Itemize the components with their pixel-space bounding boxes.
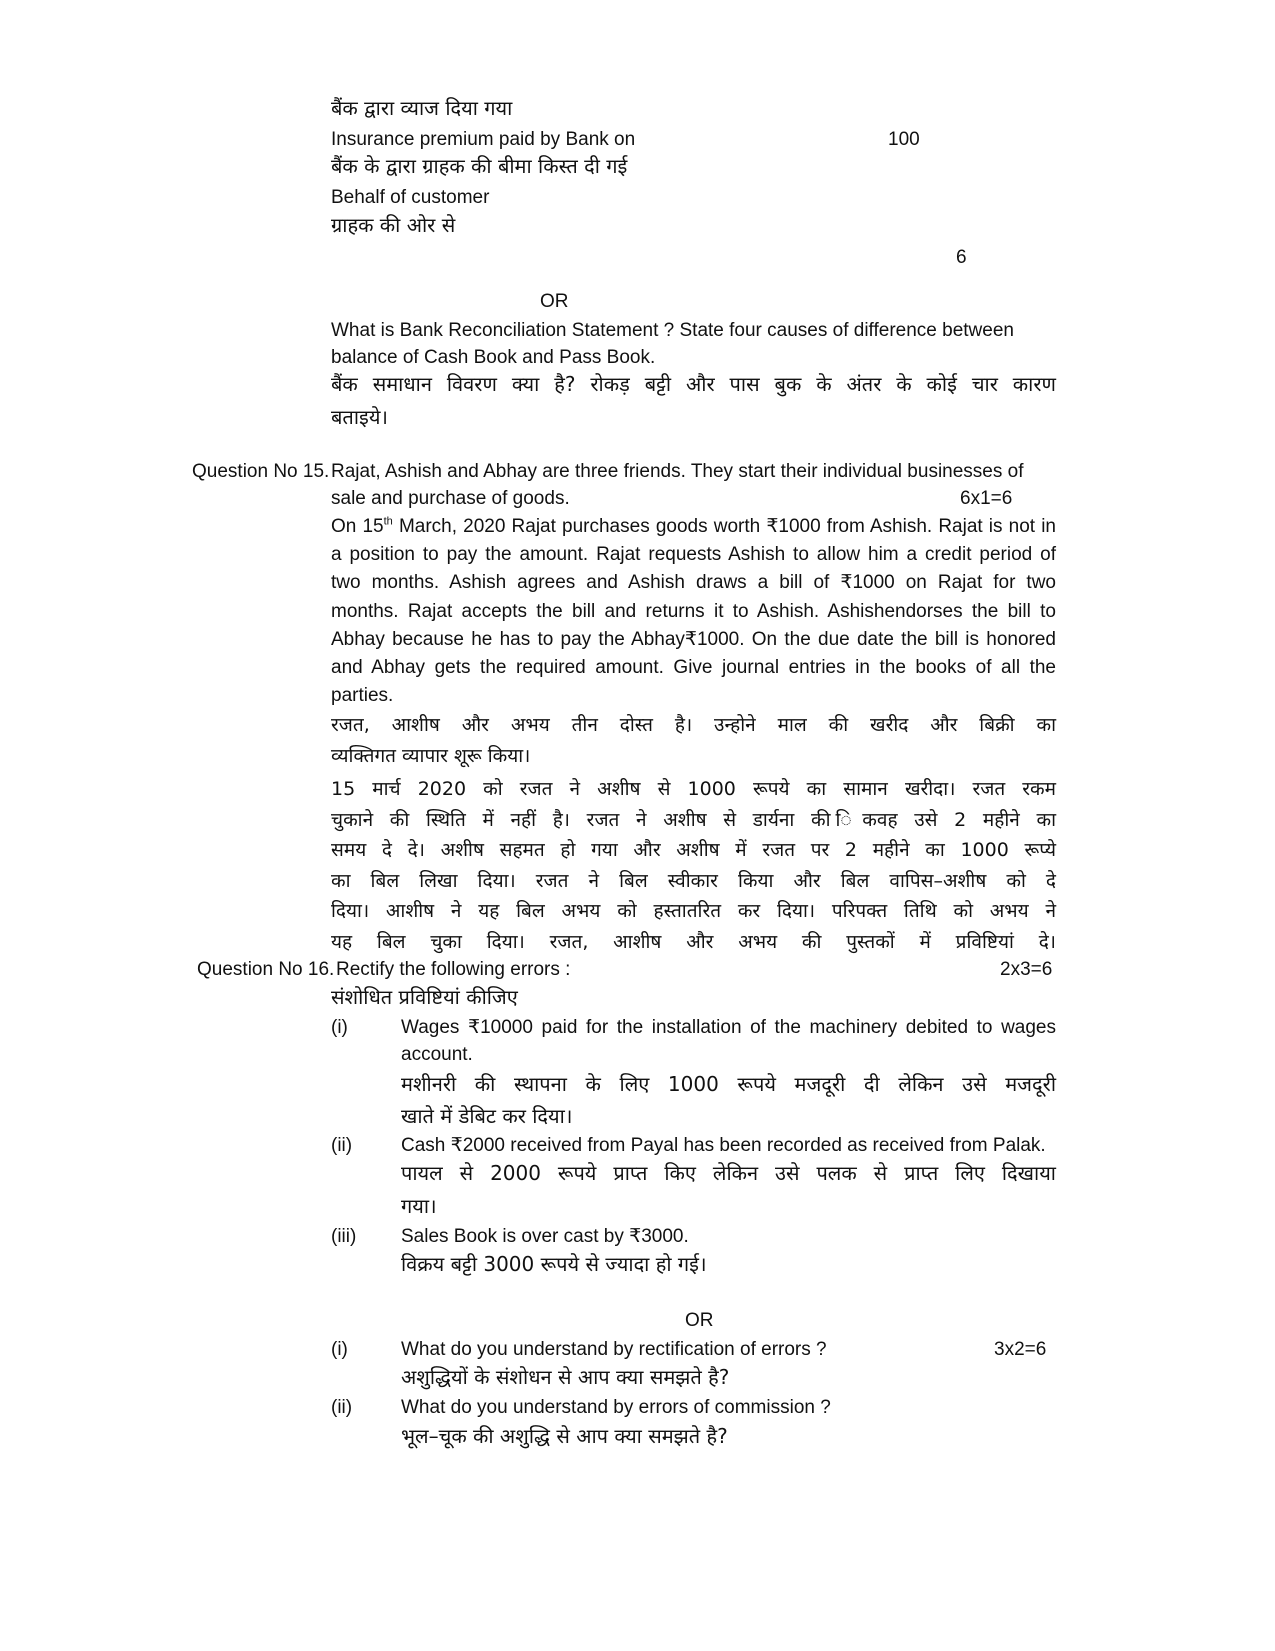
text-line: Behalf of customer [331, 187, 490, 208]
text-line: चुकाने की स्थिति में नहीं है। रजत ने अशीष से डार्यना की िकवह उसे 2 महीने का [331, 808, 1056, 831]
marks: 3x2=6 [994, 1339, 1047, 1360]
text-line: बैंक के द्वारा ग्राहक की बीमा किस्त दी गई [331, 154, 628, 178]
text-line: months. Rajat accepts the bill and returns it to Ashish. Ashishendorses the bill to [331, 600, 1056, 622]
text-line: दिया। आशीष ने यह बिल अभय को हस्तातरित कर दिया। परिपक्त तिथि को अभय ने [331, 900, 1056, 922]
text-line: यह बिल चुका दिया। रजत, आशीष और अभय की पुस्तकों में प्रविष्टियां दे। [331, 930, 1056, 953]
text-line: Wages ₹10000 paid for the installation of the machinery debited to wages [401, 1017, 1056, 1038]
text-line: Rajat, Ashish and Abhay are three friends. They start their individual businesses of [331, 461, 1024, 482]
text-line: का बिल लिखा दिया। रजत ने बिल स्वीकार किया और बिल वापिस–अशीष को दे [331, 869, 1056, 892]
text-line: What is Bank Reconciliation Statement ? State four causes of difference between [331, 320, 1014, 341]
or-separator: OR [540, 291, 569, 312]
amount: 100 [888, 129, 920, 150]
text-line: विक्रय बट्टी 3000 रूपये से ज्यादा हो गई। [401, 1252, 707, 1276]
text-line: account. [401, 1044, 473, 1065]
question-label: Question No 15. [192, 461, 330, 482]
marks: 6 [956, 247, 967, 268]
text-line: a position to pay the amount. Rajat requests Ashish to allow him a credit period of [331, 544, 1056, 566]
text-line: What do you understand by errors of commission ? [401, 1397, 831, 1418]
text-line: 15 मार्च 2020 को रजत ने अशीष से 1000 रूपये का सामान खरीदा। रजत रकम [331, 778, 1056, 800]
text-line: बैंक समाधान विवरण क्या है? रोकड़ बट्टी और पास बुक के अंतर के कोई चार कारण [331, 372, 1056, 396]
text-line: two months. Ashish agrees and Ashish draws a bill of ₹1000 on Rajat for two [331, 572, 1056, 594]
text-line: What do you understand by rectification of errors ? [401, 1339, 827, 1360]
text-line: भूल–चूक की अशुद्धि से आप क्या समझते है? [401, 1424, 728, 1448]
text-line: गया। [401, 1194, 437, 1218]
text-line: रजत, आशीष और अभय तीन दोस्त है। उन्होने माल की खरीद और बिक्री का [331, 714, 1056, 736]
text-line: बैंक द्वारा व्याज दिया गया [331, 96, 513, 120]
item-number: (ii) [331, 1397, 353, 1418]
marks: 2x3=6 [1000, 959, 1053, 980]
text-line: Abhay because he has to pay the Abhay₹1000. On the due date the bill is honored [331, 628, 1056, 650]
text-line: parties. [331, 685, 394, 707]
q15-english-paragraph [331, 513, 1056, 710]
text-line: पायल से 2000 रूपये प्राप्त किए लेकिन उसे पलक से प्राप्त लिए दिखाया [401, 1161, 1056, 1185]
text-line: Insurance premium paid by Bank on [331, 129, 636, 150]
text-line: and Abhay gets the required amount. Give journal entries in the books of all the [331, 656, 1056, 678]
item-number: (i) [331, 1017, 348, 1038]
text-line: संशोधित प्रविष्टियां कीजिए [331, 985, 518, 1009]
text-line: On 15th March, 2020 Rajat purchases goods worth ₹1000 from Ashish. Rajat is not in [331, 515, 1056, 537]
text-line: व्यक्तिगत व्यापार शूरू किया। [331, 745, 531, 767]
text-line: खाते में डेबिट कर दिया। [401, 1104, 573, 1128]
item-number: (ii) [331, 1135, 353, 1156]
text-line: समय दे दे। अशीष सहमत हो गया और अशीष में रजत पर 2 महीने का 1000 रूप्ये [331, 839, 1056, 861]
text-line: Rectify the following errors : [336, 959, 571, 980]
q15-hindi-paragraph-1 [331, 710, 1056, 772]
text-line: Sales Book is over cast by ₹3000. [401, 1226, 689, 1247]
text-line: ग्राहक की ओर से [331, 213, 456, 237]
text-line: Cash ₹2000 received from Payal has been recorded as received from Palak. [401, 1135, 1046, 1156]
or-separator: OR [685, 1310, 714, 1331]
text-line: अशुद्धियों के संशोधन से आप क्या समझते है? [401, 1365, 730, 1389]
text-line: मशीनरी की स्थापना के लिए 1000 रूपये मजदूरी दी लेकिन उसे मजदूरी [401, 1072, 1056, 1096]
q15-hindi-paragraph-2 [331, 774, 1056, 957]
text-line: बताइये। [331, 405, 388, 429]
text-line: balance of Cash Book and Pass Book. [331, 347, 656, 368]
text-line: sale and purchase of goods. [331, 488, 570, 509]
marks: 6x1=6 [960, 488, 1013, 509]
question-label: Question No 16. [197, 959, 335, 980]
item-number: (iii) [331, 1226, 357, 1247]
item-number: (i) [331, 1339, 348, 1360]
